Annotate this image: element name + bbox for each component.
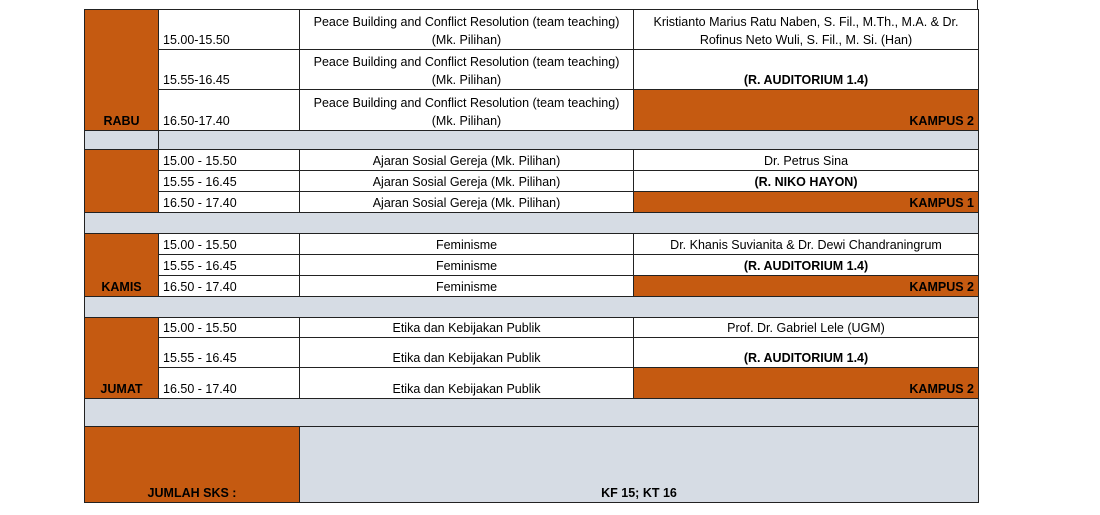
separator-cell (85, 131, 159, 150)
separator-row (85, 297, 979, 318)
table-row (85, 318, 979, 338)
table-row (85, 368, 979, 399)
day-label-jumat: JUMAT (85, 318, 159, 399)
day-label-kamis: KAMIS (85, 234, 159, 297)
table-row (85, 338, 979, 368)
room-cell: (R. AUDITORIUM 1.4) (634, 338, 979, 368)
table-row (85, 50, 979, 90)
course-cell: Peace Building and Conflict Resolution (team teaching) (Mk. Pilihan) (300, 50, 634, 90)
time-cell: 15.55-16.45 (159, 50, 300, 90)
lecturer-cell: Kristianto Marius Ratu Naben, S. Fil., M.Th., M.A. & Dr. Rofinus Neto Wuli, S. Fil., M. Si. (Han) (634, 10, 979, 50)
campus-cell: KAMPUS 2 (634, 90, 979, 131)
page-border-mark (977, 0, 978, 9)
time-cell: 15.55 - 16.45 (159, 338, 300, 368)
separator-cell (85, 213, 979, 234)
course-cell: Peace Building and Conflict Resolution (team teaching) (Mk. Pilihan) (300, 90, 634, 131)
separator-cell (85, 399, 979, 427)
campus-cell: KAMPUS 2 (634, 276, 979, 297)
course-cell: Feminisme (300, 255, 634, 276)
course-cell: Peace Building and Conflict Resolution (team teaching) (Mk. Pilihan) (300, 10, 634, 50)
table-row (85, 90, 979, 131)
time-cell: 15.00 - 15.50 (159, 318, 300, 338)
room-cell: (R. NIKO HAYON) (634, 171, 979, 192)
summary-row (85, 427, 979, 503)
separator-row (85, 399, 979, 427)
table-row (85, 150, 979, 171)
course-cell: Etika dan Kebijakan Publik (300, 368, 634, 399)
time-cell: 15.00-15.50 (159, 10, 300, 50)
course-cell: Feminisme (300, 234, 634, 255)
table-row (85, 234, 979, 255)
total-sks-label: JUMLAH SKS : (85, 427, 300, 503)
day-label-rabu: RABU (85, 10, 159, 131)
table-row (85, 192, 979, 213)
lecturer-cell: Dr. Khanis Suvianita & Dr. Dewi Chandraningrum (634, 234, 979, 255)
course-cell: Etika dan Kebijakan Publik (300, 338, 634, 368)
room-cell: (R. AUDITORIUM 1.4) (634, 255, 979, 276)
time-cell: 16.50 - 17.40 (159, 192, 300, 213)
lecturer-cell: Prof. Dr. Gabriel Lele (UGM) (634, 318, 979, 338)
table-row (85, 276, 979, 297)
separator-row (85, 213, 979, 234)
schedule-table (84, 9, 979, 503)
table-row (85, 255, 979, 276)
course-cell: Feminisme (300, 276, 634, 297)
course-cell: Ajaran Sosial Gereja (Mk. Pilihan) (300, 192, 634, 213)
lecturer-cell: Dr. Petrus Sina (634, 150, 979, 171)
time-cell: 15.55 - 16.45 (159, 171, 300, 192)
table-row (85, 10, 979, 50)
course-cell: Ajaran Sosial Gereja (Mk. Pilihan) (300, 150, 634, 171)
time-cell: 16.50 - 17.40 (159, 276, 300, 297)
course-cell: Etika dan Kebijakan Publik (300, 318, 634, 338)
campus-cell: KAMPUS 1 (634, 192, 979, 213)
separator-row (85, 131, 979, 150)
time-cell: 16.50 - 17.40 (159, 368, 300, 399)
table-row (85, 171, 979, 192)
total-sks-value: KF 15; KT 16 (300, 427, 979, 503)
room-cell: (R. AUDITORIUM 1.4) (634, 50, 979, 90)
campus-cell: KAMPUS 2 (634, 368, 979, 399)
time-cell: 15.00 - 15.50 (159, 234, 300, 255)
time-cell: 16.50-17.40 (159, 90, 300, 131)
separator-cell (85, 297, 979, 318)
time-cell: 15.00 - 15.50 (159, 150, 300, 171)
time-cell: 15.55 - 16.45 (159, 255, 300, 276)
course-cell: Ajaran Sosial Gereja (Mk. Pilihan) (300, 171, 634, 192)
day-label-blank (85, 150, 159, 213)
separator-cell (159, 131, 979, 150)
